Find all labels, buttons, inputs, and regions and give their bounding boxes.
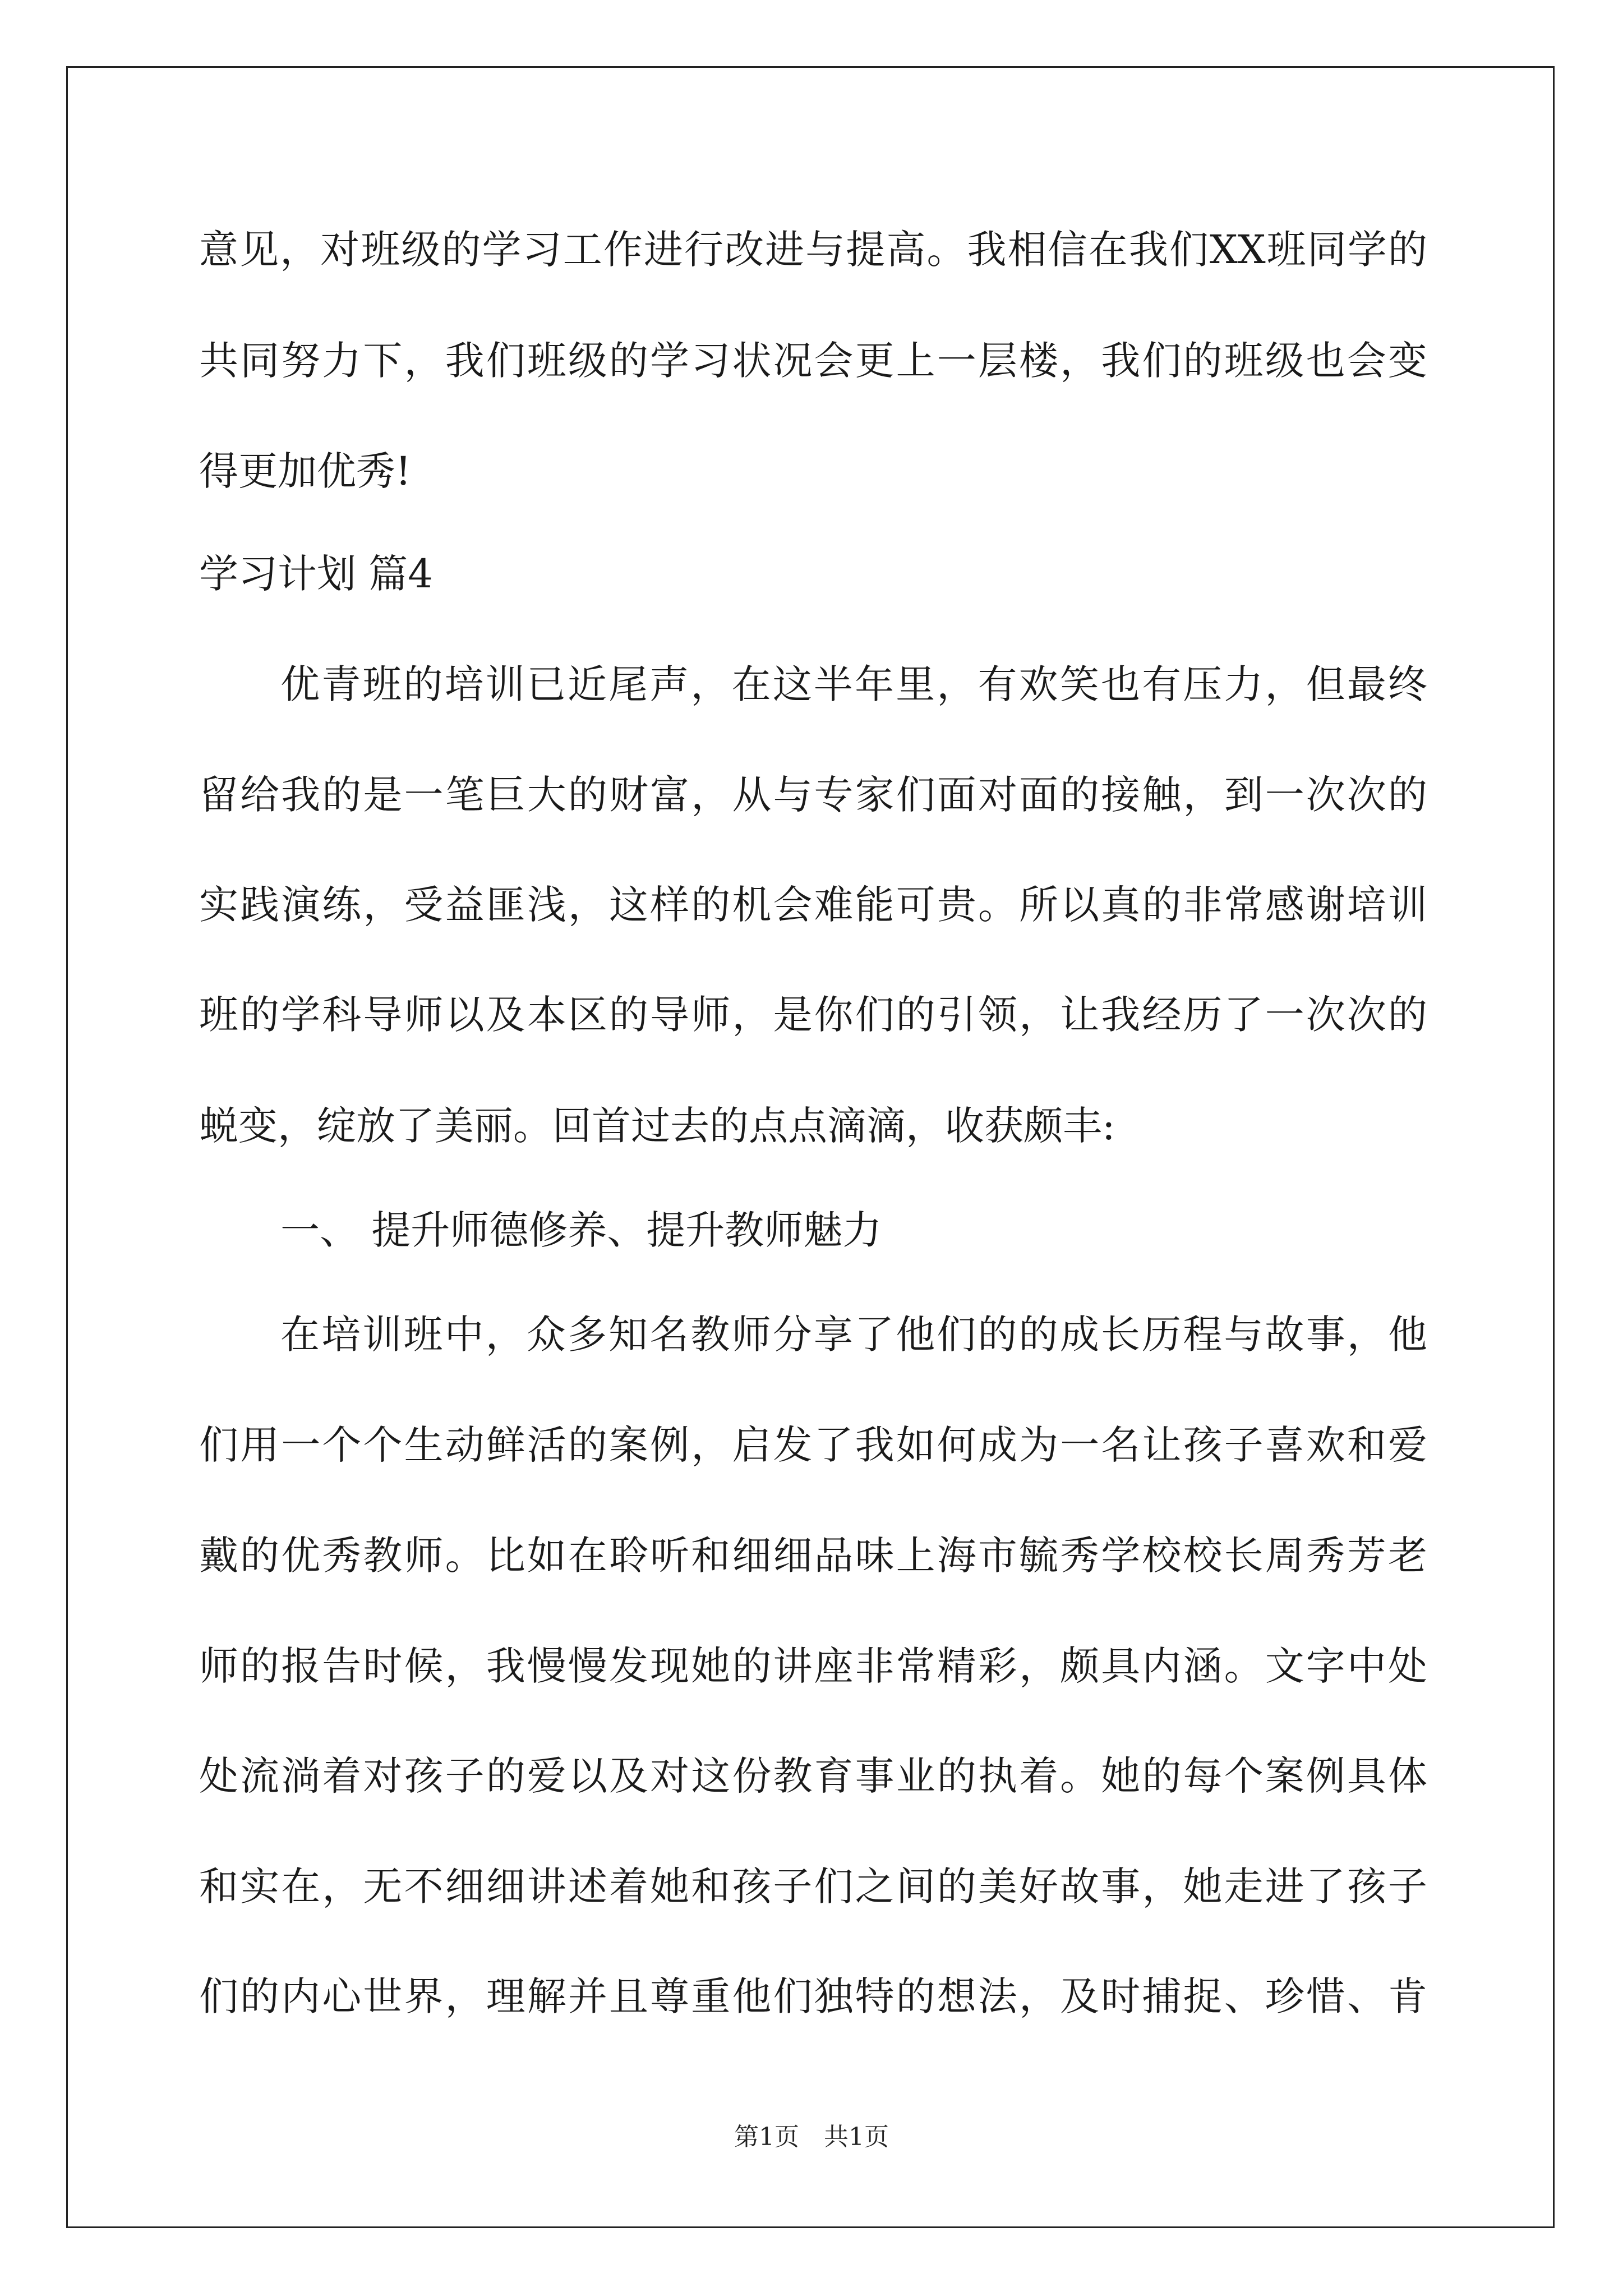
subsection-heading: 一、 提升师德修养、提升教师魅力 bbox=[280, 1207, 882, 1253]
paragraph-line-2: 共同努力下，我们班级的学习状况会更上一层楼，我们的班级也会变 bbox=[199, 338, 1427, 384]
page-footer: 第1页 共1页 bbox=[734, 2123, 889, 2151]
paragraph-line-8: 班的学科导师以及本区的导师，是你们的引领，让我经历了一次次的 bbox=[199, 992, 1427, 1038]
paragraph-line-15: 处流淌着对孩子的爱以及对这份教育事业的执着。她的每个案例具体 bbox=[199, 1753, 1427, 1799]
paragraph-line-7: 实践演练，受益匪浅，这样的机会难能可贵。所以真的非常感谢培训 bbox=[199, 882, 1427, 928]
paragraph-line-13: 戴的优秀教师。比如在聆听和细细品味上海市毓秀学校校长周秀芳老 bbox=[199, 1533, 1427, 1579]
paragraph-line-14: 师的报告时候，我慢慢发现她的讲座非常精彩，颇具内涵。文字中处 bbox=[199, 1643, 1427, 1689]
paragraph-line-11: 在培训班中，众多知名教师分享了他们的的成长历程与故事，他 bbox=[280, 1312, 1427, 1358]
paragraph-line-17: 们的内心世界，理解并且尊重他们独特的想法，及时捕捉、珍惜、肯 bbox=[199, 1973, 1427, 2019]
paragraph-line-16: 和实在，无不细细讲述着她和孩子们之间的美好故事，她走进了孩子 bbox=[199, 1864, 1427, 1910]
section-heading: 学习计划 篇4 bbox=[199, 551, 433, 597]
paragraph-line-1: 意见，对班级的学习工作进行改进与提高。我相信在我们XX班同学的 bbox=[199, 227, 1427, 273]
paragraph-line-9: 蜕变，绽放了美丽。回首过去的点点滴滴，收获颇丰: bbox=[199, 1103, 1115, 1149]
paragraph-line-3: 得更加优秀! bbox=[199, 448, 412, 494]
paragraph-line-5: 优青班的培训已近尾声，在这半年里，有欢笑也有压力，但最终 bbox=[280, 661, 1427, 707]
paragraph-line-6: 留给我的是一笔巨大的财富，从与专家们面对面的接触，到一次次的 bbox=[199, 772, 1427, 818]
paragraph-line-12: 们用一个个生动鲜活的案例，启发了我如何成为一名让孩子喜欢和爱 bbox=[199, 1422, 1427, 1468]
